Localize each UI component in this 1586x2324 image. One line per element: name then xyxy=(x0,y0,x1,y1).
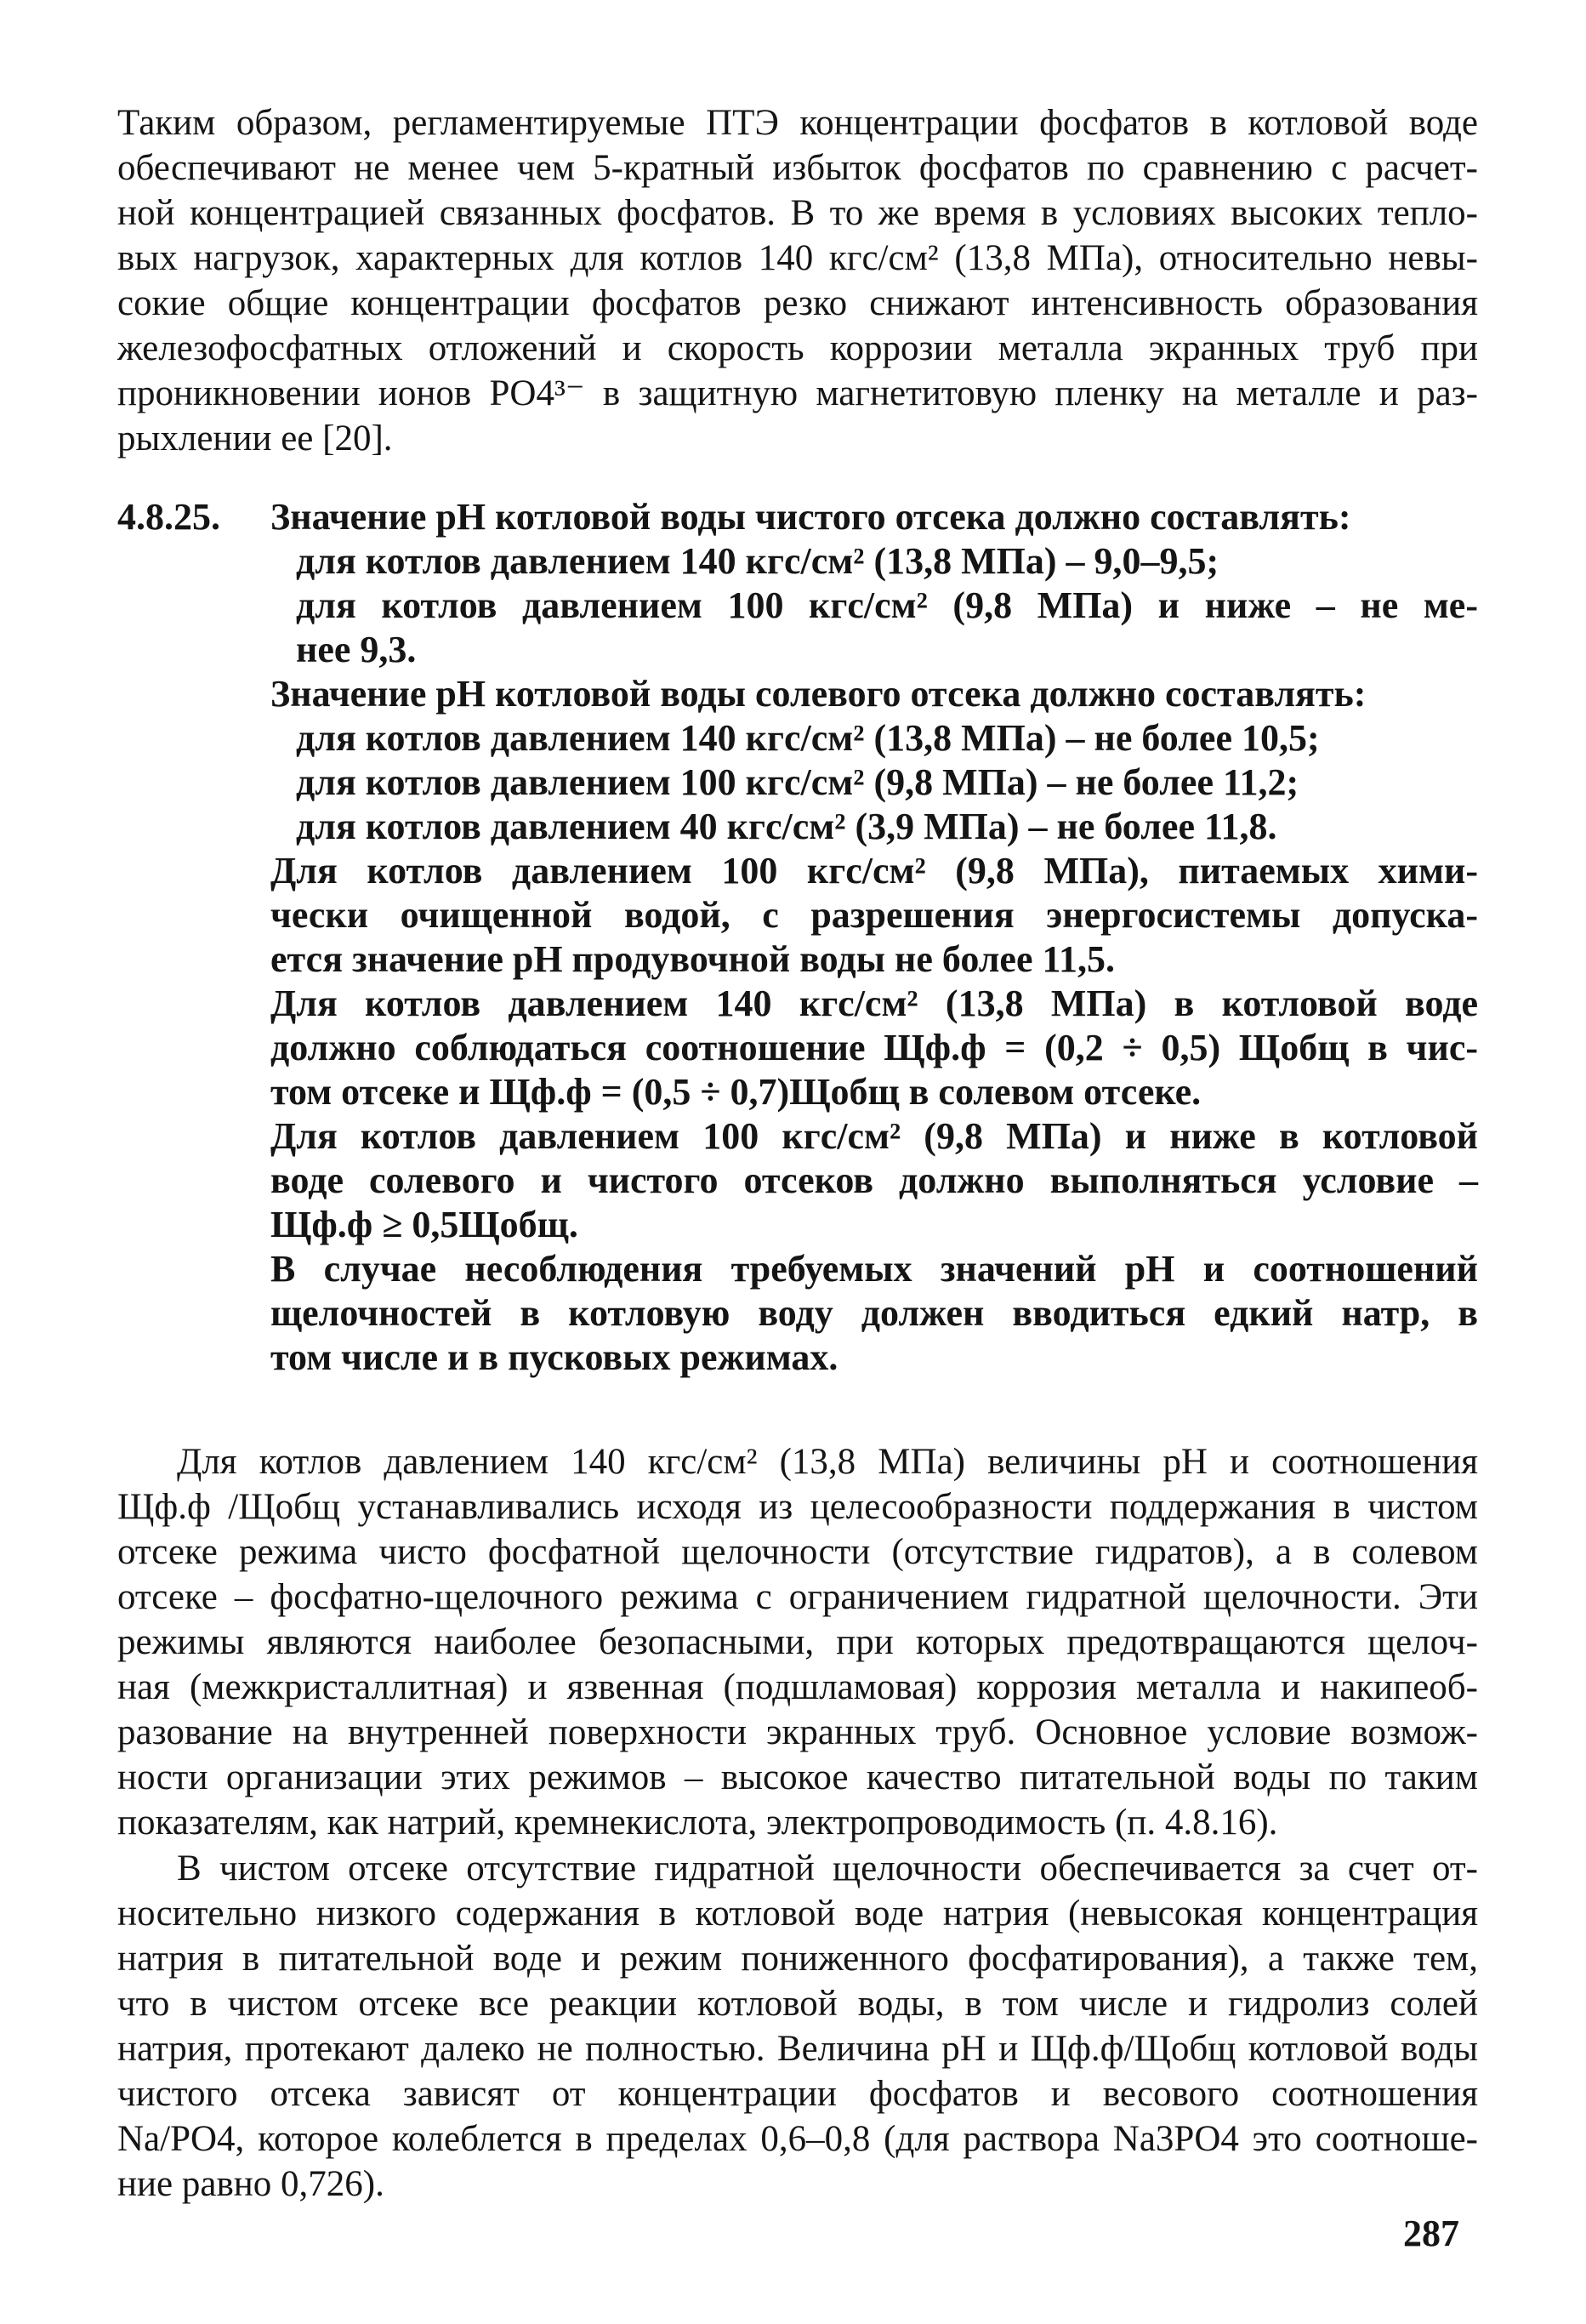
section-line: для котлов давлением 100 кгс/см² (9,8 МПа) и ниже – не ме- xyxy=(296,584,1478,626)
text-line: натрия в питательной воде и режим пониженного фосфатирования), а также тем, xyxy=(117,1939,1478,1979)
text-line: чистого отсека зависят от концентрации фосфатов и весового соотношения xyxy=(117,2074,1478,2114)
section-line: Щф.ф ≥ 0,5Щобщ. xyxy=(270,1204,578,1245)
section-line: нее 9,3. xyxy=(296,629,417,670)
text-line: Таким образом, регламентируемые ПТЭ концентрации фосфатов в котловой воде xyxy=(117,103,1478,143)
paragraph-3 xyxy=(117,1846,1478,2207)
text-line: ная (межкристаллитная) и язвенная (подшламовая) коррозия металла и накипеоб- xyxy=(117,1667,1478,1707)
section-line: том отсеке и Щф.ф = (0,5 ÷ 0,7)Щобщ в солевом отсеке. xyxy=(270,1071,1202,1113)
page-number: 287 xyxy=(1403,2213,1459,2254)
text-line: разование на внутренней поверхности экранных труб. Основное условие возмож- xyxy=(117,1712,1478,1752)
section-line: воде солевого и чистого отсеков должно выполняться условие – xyxy=(270,1159,1478,1201)
intro-paragraph xyxy=(117,100,1478,461)
text-line: железофосфатных отложений и скорость коррозии металла экранных труб при xyxy=(117,328,1478,368)
section-line: чески очищенной водой, с разрешения энергосистемы допуска- xyxy=(270,894,1478,936)
section-line: щелочностей в котловую воду должен вводиться едкий натр, в xyxy=(270,1292,1478,1334)
text-line: Щф.ф /Щобщ устанавливались исходя из целесообразности поддержания в чистом xyxy=(117,1487,1478,1527)
section-line: ется значение pH продувочной воды не более 11,5. xyxy=(270,938,1116,980)
text-line: Na/PO4, которое колеблется в пределах 0,6–0,8 (для раствора Na3PO4 это соотноше- xyxy=(117,2119,1478,2159)
text-line: что в чистом отсеке все реакции котловой воды, в том числе и гидролиз солей xyxy=(117,1984,1478,2024)
section-4-8-25 xyxy=(117,495,1478,1380)
text-line: отсеке режима чисто фосфатной щелочности (отсутствие гидратов), а в солевом xyxy=(117,1532,1478,1572)
text-line: рыхлении ее [20]. xyxy=(117,419,393,459)
text-line: носительно низкого содержания в котловой воде натрия (невысокая концентрация xyxy=(117,1894,1478,1934)
section-line: для котлов давлением 100 кгс/см² (9,8 МПа) – не более 11,2; xyxy=(296,761,1299,803)
text-line: отсеке – фосфатно-щелочного режима с ограничением гидратной щелочности. Эти xyxy=(117,1577,1478,1617)
section-line: для котлов давлением 140 кгс/см² (13,8 МПа) – не более 10,5; xyxy=(296,717,1320,759)
section-line: Для котлов давлением 100 кгс/см² (9,8 МПа), питаемых хими- xyxy=(270,850,1478,891)
text-line: ности организации этих режимов – высокое качество питательной воды по таким xyxy=(117,1757,1478,1797)
paragraph-2 xyxy=(117,1439,1478,1845)
text-line: ние равно 0,726). xyxy=(117,2164,384,2204)
text-line: В чистом отсеке отсутствие гидратной щелочности обеспечивается за счет от- xyxy=(177,1848,1478,1888)
text-line: обеспечивают не менее чем 5-кратный избыток фосфатов по сравнению с расчет- xyxy=(117,148,1478,188)
text-line: Для котлов давлением 140 кгс/см² (13,8 МПа) величины pH и соотношения xyxy=(177,1442,1478,1482)
section-line: Значение pH котловой воды чистого отсека должно составлять: xyxy=(270,496,1351,538)
section-number: 4.8.25. xyxy=(117,496,220,538)
section-line: Значение pH котловой воды солевого отсека должно составлять: xyxy=(270,673,1367,715)
section-line: для котлов давлением 140 кгс/см² (13,8 МПа) – 9,0–9,5; xyxy=(296,540,1219,582)
text-line: проникновении ионов PO4³⁻ в защитную магнетитовую пленку на металле и раз- xyxy=(117,373,1478,413)
section-line: Для котлов давлением 140 кгс/см² (13,8 МПа) в котловой воде xyxy=(270,983,1478,1024)
text-line: ной концентрацией связанных фосфатов. В то же время в условиях высоких тепло- xyxy=(117,193,1478,233)
text-line: вых нагрузок, характерных для котлов 140 кгс/см² (13,8 МПа), относительно невы- xyxy=(117,238,1478,278)
text-line: режимы являются наиболее безопасными, при которых предотвращаются щелоч- xyxy=(117,1622,1478,1662)
section-line: Для котлов давлением 100 кгс/см² (9,8 МПа) и ниже в котловой xyxy=(270,1115,1478,1157)
section-line: том числе и в пусковых режимах. xyxy=(270,1336,838,1378)
text-line: натрия, протекают далеко не полностью. Величина pH и Щф.ф/Щобщ котловой воды xyxy=(117,2029,1478,2069)
section-line: должно соблюдаться соотношение Щф.ф = (0,2 ÷ 0,5) Щобщ в чис- xyxy=(270,1027,1478,1068)
section-line: В случае несоблюдения требуемых значений pH и соотношений xyxy=(270,1248,1478,1290)
text-line: сокие общие концентрации фосфатов резко снижают интенсивность образования xyxy=(117,283,1478,323)
text-line: показателям, как натрий, кремнекислота, электропроводимость (п. 4.8.16). xyxy=(117,1803,1278,1843)
section-line: для котлов давлением 40 кгс/см² (3,9 МПа) – не более 11,8. xyxy=(296,806,1277,847)
